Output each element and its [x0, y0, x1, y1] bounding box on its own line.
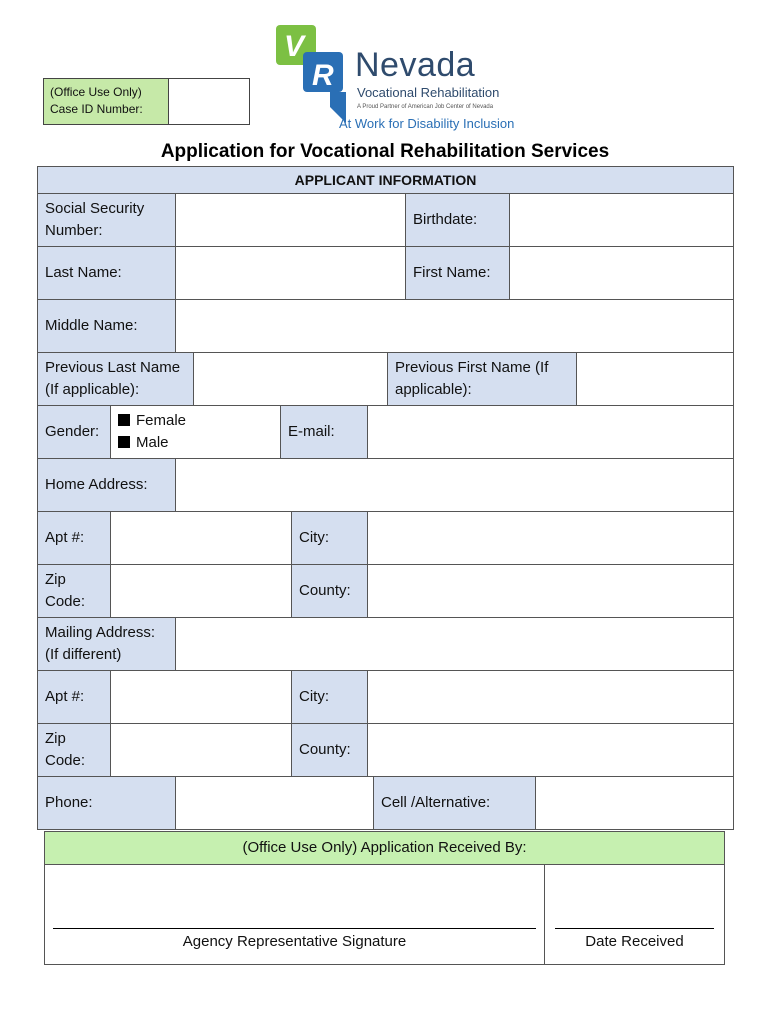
- row-gender-email: [38, 406, 733, 459]
- ssn-label: Social Security Number:: [38, 194, 176, 246]
- logo-partner-text: A Proud Partner of American Job Center of Nevada: [357, 104, 494, 110]
- first-name-field[interactable]: [510, 247, 733, 299]
- case-id-box: [43, 78, 250, 125]
- birthdate-label: Birthdate:: [406, 194, 510, 246]
- section-header: APPLICANT INFORMATION: [38, 167, 733, 194]
- case-id-label-line2: Case ID Number:: [50, 102, 143, 116]
- mailing-city-field[interactable]: [368, 671, 733, 723]
- cell-alternative-field[interactable]: [536, 777, 733, 829]
- male-checkbox[interactable]: [118, 436, 130, 448]
- last-name-field[interactable]: [176, 247, 406, 299]
- row-home-address: [38, 459, 733, 512]
- mailing-city-label: City:: [292, 671, 368, 723]
- logo-subtitle: Vocational Rehabilitation: [357, 85, 500, 100]
- gender-option-male[interactable]: [118, 432, 169, 454]
- applicant-information-table: [37, 166, 734, 830]
- mailing-county-field[interactable]: [368, 724, 733, 776]
- cell-alternative-label: Cell /Alternative:: [374, 777, 536, 829]
- row-previous-names: [38, 353, 733, 406]
- received-header: (Office Use Only) Application Received By:: [45, 832, 724, 865]
- row-mailing-apt-city: [38, 671, 733, 724]
- email-label: E-mail:: [281, 406, 368, 458]
- female-label: Female: [136, 412, 187, 429]
- logo-letter-r: R: [312, 59, 334, 92]
- row-mailing-address: [38, 618, 733, 671]
- ssn-field[interactable]: [176, 194, 406, 246]
- female-checkbox[interactable]: [118, 414, 130, 426]
- home-apt-label: Apt #:: [38, 512, 111, 564]
- mailing-apt-field[interactable]: [111, 671, 292, 723]
- date-line: [555, 928, 714, 929]
- previous-last-name-label: Previous Last Name (If applicable):: [38, 353, 194, 405]
- row-mailing-zip-county: [38, 724, 733, 777]
- logo-tagline: At Work for Disability Inclusion: [339, 116, 515, 131]
- mailing-zip-label: Zip Code:: [38, 724, 111, 776]
- home-zip-label: Zip Code:: [38, 565, 111, 617]
- page-title: Application for Vocational Rehabilitation Services: [160, 141, 610, 162]
- case-id-label-line1: (Office Use Only): [50, 85, 142, 99]
- row-home-apt-city: [38, 512, 733, 565]
- home-address-field[interactable]: [176, 459, 733, 511]
- row-ssn-birthdate: [38, 194, 733, 247]
- mailing-apt-label: Apt #:: [38, 671, 111, 723]
- previous-first-name-field[interactable]: [577, 353, 733, 405]
- birthdate-field[interactable]: [510, 194, 733, 246]
- mailing-zip-field[interactable]: [111, 724, 292, 776]
- gender-option-female[interactable]: [118, 410, 186, 432]
- date-received-area[interactable]: [545, 865, 724, 965]
- first-name-label: First Name:: [406, 247, 510, 299]
- home-address-label: Home Address:: [38, 459, 176, 511]
- row-phone: [38, 777, 733, 829]
- middle-name-field[interactable]: [176, 300, 733, 352]
- row-middle-name: [38, 300, 733, 353]
- date-caption: Date Received: [585, 933, 684, 950]
- previous-first-name-label: Previous First Name (If applicable):: [388, 353, 577, 405]
- mailing-address-label: Mailing Address: (If different): [38, 618, 176, 670]
- signature-line: [53, 928, 536, 929]
- home-apt-field[interactable]: [111, 512, 292, 564]
- signature-area[interactable]: [45, 865, 545, 965]
- logo-letter-v: V: [284, 30, 305, 63]
- gender-options: [111, 406, 281, 458]
- email-field[interactable]: [368, 406, 733, 458]
- logo-state-name: Nevada: [355, 46, 476, 84]
- home-county-label: County:: [292, 565, 368, 617]
- mailing-county-label: County:: [292, 724, 368, 776]
- home-city-label: City:: [292, 512, 368, 564]
- row-names: [38, 247, 733, 300]
- application-received-section: [44, 831, 725, 965]
- received-body: [45, 865, 724, 965]
- row-home-zip-county: [38, 565, 733, 618]
- middle-name-label: Middle Name:: [38, 300, 176, 352]
- last-name-label: Last Name:: [38, 247, 176, 299]
- previous-last-name-field[interactable]: [194, 353, 388, 405]
- case-id-label: [44, 79, 169, 124]
- phone-field[interactable]: [176, 777, 374, 829]
- phone-label: Phone:: [38, 777, 176, 829]
- home-county-field[interactable]: [368, 565, 733, 617]
- male-label: Male: [136, 434, 169, 451]
- signature-caption: Agency Representative Signature: [182, 933, 407, 950]
- mailing-address-field[interactable]: [176, 618, 733, 670]
- case-id-field[interactable]: [169, 79, 249, 124]
- home-city-field[interactable]: [368, 512, 733, 564]
- gender-label: Gender:: [38, 406, 111, 458]
- home-zip-field[interactable]: [111, 565, 292, 617]
